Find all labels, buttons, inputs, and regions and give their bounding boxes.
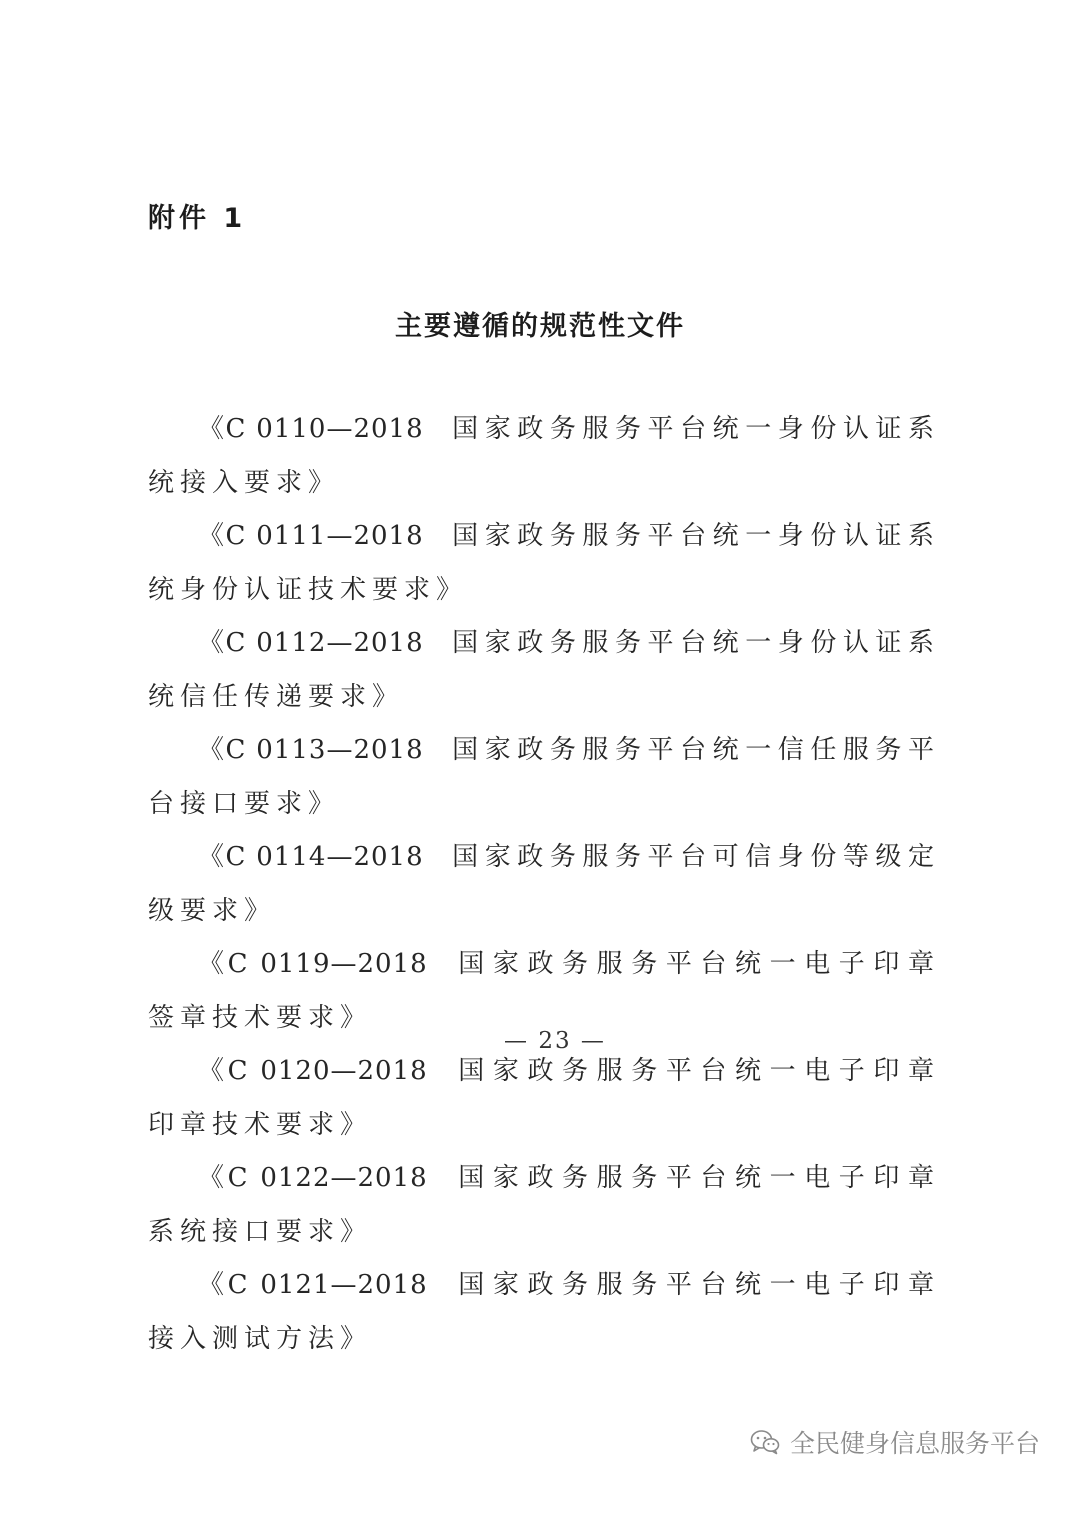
standard-title: 国家政务服务平台统一电子印章 接入测试方法》	[148, 1270, 973, 1354]
watermark-text: 全民健身信息服务平台	[789, 1429, 1040, 1458]
standard-title: 国家政务服务平台统一电子印章 签章技术要求》	[148, 949, 973, 1033]
standard-code: 《C 0114—2018	[198, 842, 424, 872]
standard-entry	[148, 1045, 973, 1152]
standard-entry	[148, 1259, 973, 1366]
attachment-label: 附件 1	[148, 203, 247, 234]
standard-code: 《C 0111—2018	[198, 521, 424, 551]
standard-code: 《C 0110—2018	[198, 414, 424, 444]
standard-code: 《C 0121—2018	[198, 1270, 428, 1300]
wechat-watermark	[750, 1424, 1040, 1460]
standard-title: 国家政务服务平台可信身份等级定级要求》	[148, 842, 940, 926]
standard-title: 国家政务服务平台统一电子印章 印章技术要求》	[148, 1056, 973, 1140]
standard-title: 国家政务服务平台统一身份认证系统接入要求》	[148, 414, 940, 498]
standard-code: 《C 0113—2018	[198, 735, 424, 765]
document-title: 主要遵循的规范性文件	[395, 311, 685, 342]
page-number: — 23 —	[504, 1028, 606, 1054]
wechat-icon	[750, 1429, 780, 1455]
standard-title: 国家政务服务平台统一身份认证系统身份认证技术要求》	[148, 521, 940, 605]
standard-entry	[148, 403, 940, 510]
standard-entry	[148, 617, 940, 724]
standard-entry	[148, 1152, 973, 1259]
standard-title: 国家政务服务平台统一身份认证系统信任传递要求》	[148, 628, 940, 712]
standards-list	[148, 403, 973, 1366]
standard-entry	[148, 831, 940, 938]
standard-title: 国家政务服务平台统一电子印章 系统接口要求》	[148, 1163, 973, 1247]
standard-code: 《C 0119—2018	[198, 949, 428, 979]
standard-title: 国家政务服务平台统一信任服务平台接口要求》	[148, 735, 940, 819]
standard-entry	[148, 724, 940, 831]
standard-code: 《C 0120—2018	[198, 1056, 428, 1086]
standard-code: 《C 0112—2018	[198, 628, 424, 658]
standard-code: 《C 0122—2018	[198, 1163, 428, 1193]
standard-entry	[148, 510, 940, 617]
